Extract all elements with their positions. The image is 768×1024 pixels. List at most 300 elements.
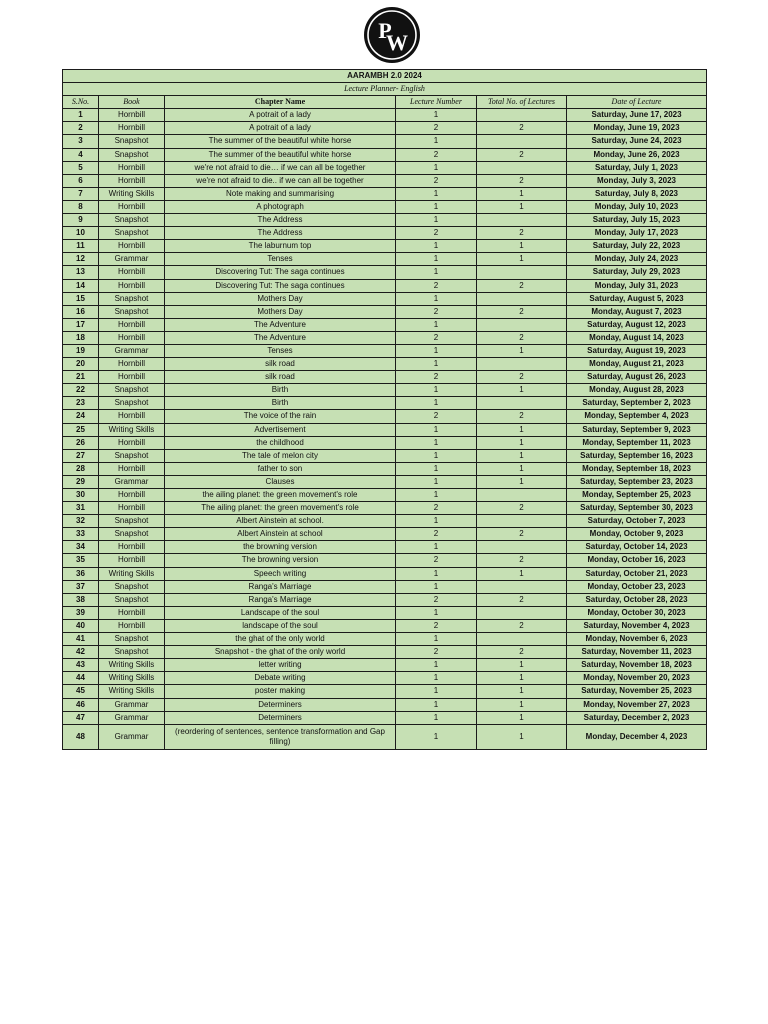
row-date: Saturday, November 11, 2023 (567, 646, 707, 659)
row-date: Saturday, October 28, 2023 (567, 593, 707, 606)
row-chapter: The browning version (165, 554, 396, 567)
row-date: Monday, August 28, 2023 (567, 384, 707, 397)
row-date: Saturday, October 7, 2023 (567, 515, 707, 528)
row-lecture-number: 1 (396, 449, 477, 462)
row-total-lectures: 1 (477, 462, 567, 475)
row-book: Grammar (99, 475, 165, 488)
row-lecture-number: 1 (396, 580, 477, 593)
row-date: Monday, October 16, 2023 (567, 554, 707, 567)
row-date: Saturday, July 22, 2023 (567, 240, 707, 253)
row-book: Snapshot (99, 646, 165, 659)
row-sno: 23 (63, 397, 99, 410)
row-chapter: the childhood (165, 436, 396, 449)
row-sno: 9 (63, 214, 99, 227)
row-chapter: The summer of the beautiful white horse (165, 135, 396, 148)
row-chapter: Mothers Day (165, 292, 396, 305)
row-date: Saturday, July 29, 2023 (567, 266, 707, 279)
table-row (63, 187, 707, 200)
table-row (63, 646, 707, 659)
row-lecture-number: 2 (396, 646, 477, 659)
row-chapter: Landscape of the soul (165, 606, 396, 619)
row-book: Snapshot (99, 528, 165, 541)
row-date: Monday, October 23, 2023 (567, 580, 707, 593)
header-total-lectures: Total No. of Lectures (477, 96, 567, 109)
planner-title: AARAMBH 2.0 2024 (63, 70, 707, 83)
row-sno: 22 (63, 384, 99, 397)
table-row (63, 515, 707, 528)
row-book: Writing Skills (99, 423, 165, 436)
row-date: Monday, August 14, 2023 (567, 331, 707, 344)
row-book: Hornbill (99, 174, 165, 187)
row-book: Snapshot (99, 148, 165, 161)
row-chapter: poster making (165, 685, 396, 698)
row-chapter: Snapshot - the ghat of the only world (165, 646, 396, 659)
row-total-lectures (477, 580, 567, 593)
row-lecture-number: 1 (396, 436, 477, 449)
row-book: Hornbill (99, 619, 165, 632)
row-book: Snapshot (99, 214, 165, 227)
row-sno: 48 (63, 724, 99, 749)
row-chapter: silk road (165, 371, 396, 384)
table-row (63, 528, 707, 541)
row-lecture-number: 1 (396, 240, 477, 253)
row-lecture-number: 1 (396, 109, 477, 122)
row-lecture-number: 1 (396, 541, 477, 554)
row-chapter: the browning version (165, 541, 396, 554)
row-chapter: The voice of the rain (165, 410, 396, 423)
row-sno: 11 (63, 240, 99, 253)
row-total-lectures (477, 397, 567, 410)
row-chapter: Note making and summarising (165, 187, 396, 200)
row-total-lectures (477, 606, 567, 619)
row-sno: 24 (63, 410, 99, 423)
row-date: Saturday, July 15, 2023 (567, 214, 707, 227)
row-total-lectures: 2 (477, 331, 567, 344)
row-total-lectures: 1 (477, 423, 567, 436)
row-book: Snapshot (99, 397, 165, 410)
row-chapter: father to son (165, 462, 396, 475)
row-sno: 12 (63, 253, 99, 266)
row-lecture-number: 1 (396, 266, 477, 279)
row-chapter: The Address (165, 214, 396, 227)
row-book: Hornbill (99, 371, 165, 384)
row-lecture-number: 2 (396, 619, 477, 632)
row-date: Monday, July 3, 2023 (567, 174, 707, 187)
row-chapter: Albert Ainstein at school. (165, 515, 396, 528)
row-chapter: (reordering of sentences, sentence transformation and Gap filling) (165, 724, 396, 749)
row-sno: 30 (63, 489, 99, 502)
table-row (63, 161, 707, 174)
table-row (63, 489, 707, 502)
row-chapter: The summer of the beautiful white horse (165, 148, 396, 161)
table-row (63, 253, 707, 266)
table-row (63, 541, 707, 554)
row-sno: 6 (63, 174, 99, 187)
row-chapter: The tale of melon city (165, 449, 396, 462)
row-sno: 3 (63, 135, 99, 148)
row-date: Saturday, July 8, 2023 (567, 187, 707, 200)
table-row (63, 371, 707, 384)
row-total-lectures: 2 (477, 593, 567, 606)
row-date: Monday, July 31, 2023 (567, 279, 707, 292)
row-date: Saturday, August 19, 2023 (567, 344, 707, 357)
row-date: Monday, September 4, 2023 (567, 410, 707, 423)
table-row (63, 698, 707, 711)
row-book: Grammar (99, 724, 165, 749)
row-total-lectures (477, 541, 567, 554)
row-total-lectures: 1 (477, 187, 567, 200)
row-total-lectures (477, 489, 567, 502)
row-lecture-number: 1 (396, 672, 477, 685)
row-total-lectures: 2 (477, 371, 567, 384)
row-lecture-number: 1 (396, 187, 477, 200)
row-chapter: The Adventure (165, 318, 396, 331)
row-book: Snapshot (99, 227, 165, 240)
row-lecture-number: 1 (396, 515, 477, 528)
row-chapter: Speech writing (165, 567, 396, 580)
row-total-lectures: 1 (477, 200, 567, 213)
table-row (63, 122, 707, 135)
row-total-lectures: 1 (477, 240, 567, 253)
row-sno: 39 (63, 606, 99, 619)
row-sno: 45 (63, 685, 99, 698)
row-lecture-number: 1 (396, 397, 477, 410)
row-total-lectures: 1 (477, 344, 567, 357)
row-book: Hornbill (99, 462, 165, 475)
row-total-lectures (477, 109, 567, 122)
table-row (63, 135, 707, 148)
row-chapter: landscape of the soul (165, 619, 396, 632)
row-chapter: Albert Ainstein at school (165, 528, 396, 541)
table-row (63, 227, 707, 240)
table-row (63, 606, 707, 619)
table-row (63, 318, 707, 331)
row-chapter: The ailing planet: the green movement's role (165, 502, 396, 515)
row-lecture-number: 1 (396, 384, 477, 397)
row-total-lectures: 1 (477, 711, 567, 724)
row-chapter: the ghat of the only world (165, 633, 396, 646)
row-date: Monday, November 20, 2023 (567, 672, 707, 685)
row-date: Saturday, September 16, 2023 (567, 449, 707, 462)
row-chapter: Advertisement (165, 423, 396, 436)
row-book: Hornbill (99, 161, 165, 174)
row-lecture-number: 1 (396, 633, 477, 646)
table-row (63, 397, 707, 410)
row-chapter: Determiners (165, 698, 396, 711)
row-chapter: Tenses (165, 253, 396, 266)
table-row (63, 279, 707, 292)
row-sno: 35 (63, 554, 99, 567)
row-total-lectures (477, 318, 567, 331)
row-book: Hornbill (99, 109, 165, 122)
table-row (63, 475, 707, 488)
row-total-lectures: 1 (477, 698, 567, 711)
row-lecture-number: 1 (396, 606, 477, 619)
row-lecture-number: 2 (396, 148, 477, 161)
row-date: Saturday, November 4, 2023 (567, 619, 707, 632)
table-row (63, 711, 707, 724)
row-lecture-number: 1 (396, 214, 477, 227)
row-lecture-number: 1 (396, 724, 477, 749)
row-lecture-number: 1 (396, 659, 477, 672)
row-book: Grammar (99, 698, 165, 711)
planner-subtitle: Lecture Planner- English (63, 83, 707, 96)
row-sno: 26 (63, 436, 99, 449)
row-date: Saturday, September 23, 2023 (567, 475, 707, 488)
row-lecture-number: 1 (396, 698, 477, 711)
row-book: Hornbill (99, 358, 165, 371)
planner-body (63, 109, 707, 749)
table-row (63, 633, 707, 646)
table-row (63, 685, 707, 698)
table-row (63, 358, 707, 371)
row-book: Hornbill (99, 200, 165, 213)
row-book: Hornbill (99, 436, 165, 449)
row-book: Grammar (99, 344, 165, 357)
row-lecture-number: 1 (396, 344, 477, 357)
row-lecture-number: 1 (396, 475, 477, 488)
table-row (63, 593, 707, 606)
row-sno: 38 (63, 593, 99, 606)
row-date: Saturday, November 18, 2023 (567, 659, 707, 672)
row-date: Monday, October 9, 2023 (567, 528, 707, 541)
table-row (63, 214, 707, 227)
row-date: Saturday, August 26, 2023 (567, 371, 707, 384)
pw-logo (363, 6, 421, 64)
row-sno: 4 (63, 148, 99, 161)
table-row (63, 724, 707, 749)
table-row (63, 502, 707, 515)
row-lecture-number: 1 (396, 318, 477, 331)
row-sno: 16 (63, 305, 99, 318)
row-chapter: Clauses (165, 475, 396, 488)
table-row (63, 672, 707, 685)
table-row (63, 462, 707, 475)
row-book: Writing Skills (99, 567, 165, 580)
row-book: Writing Skills (99, 187, 165, 200)
row-book: Hornbill (99, 122, 165, 135)
row-sno: 17 (63, 318, 99, 331)
row-date: Monday, November 27, 2023 (567, 698, 707, 711)
row-book: Snapshot (99, 580, 165, 593)
row-chapter: The Adventure (165, 331, 396, 344)
table-row (63, 567, 707, 580)
row-book: Writing Skills (99, 659, 165, 672)
row-date: Saturday, September 30, 2023 (567, 502, 707, 515)
row-sno: 28 (63, 462, 99, 475)
row-lecture-number: 1 (396, 292, 477, 305)
row-date: Monday, September 18, 2023 (567, 462, 707, 475)
row-date: Monday, July 17, 2023 (567, 227, 707, 240)
row-total-lectures (477, 266, 567, 279)
row-book: Hornbill (99, 318, 165, 331)
row-total-lectures: 2 (477, 305, 567, 318)
row-date: Saturday, September 9, 2023 (567, 423, 707, 436)
row-total-lectures: 1 (477, 253, 567, 266)
row-total-lectures (477, 214, 567, 227)
row-total-lectures: 2 (477, 227, 567, 240)
logo-letter-p: P (378, 18, 392, 43)
header-sno: S.No. (63, 96, 99, 109)
row-book: Hornbill (99, 279, 165, 292)
row-chapter: A potrait of a lady (165, 109, 396, 122)
row-sno: 36 (63, 567, 99, 580)
row-lecture-number: 1 (396, 489, 477, 502)
row-book: Hornbill (99, 554, 165, 567)
row-total-lectures: 1 (477, 672, 567, 685)
row-sno: 33 (63, 528, 99, 541)
row-book: Snapshot (99, 305, 165, 318)
row-sno: 20 (63, 358, 99, 371)
row-total-lectures: 2 (477, 554, 567, 567)
row-sno: 41 (63, 633, 99, 646)
row-total-lectures: 2 (477, 646, 567, 659)
row-total-lectures: 1 (477, 685, 567, 698)
row-book: Hornbill (99, 541, 165, 554)
row-total-lectures: 1 (477, 567, 567, 580)
row-chapter: Debate writing (165, 672, 396, 685)
row-lecture-number: 1 (396, 462, 477, 475)
row-book: Snapshot (99, 449, 165, 462)
row-date: Saturday, October 21, 2023 (567, 567, 707, 580)
row-sno: 25 (63, 423, 99, 436)
row-book: Hornbill (99, 502, 165, 515)
table-row (63, 423, 707, 436)
row-sno: 14 (63, 279, 99, 292)
row-total-lectures: 2 (477, 122, 567, 135)
row-chapter: the ailing planet: the green movement's role (165, 489, 396, 502)
row-date: Saturday, July 1, 2023 (567, 161, 707, 174)
row-date: Monday, July 24, 2023 (567, 253, 707, 266)
table-row (63, 384, 707, 397)
row-total-lectures: 1 (477, 449, 567, 462)
row-book: Hornbill (99, 410, 165, 423)
row-chapter: Birth (165, 384, 396, 397)
row-sno: 18 (63, 331, 99, 344)
row-sno: 21 (63, 371, 99, 384)
row-total-lectures: 2 (477, 502, 567, 515)
row-book: Hornbill (99, 266, 165, 279)
row-lecture-number: 1 (396, 567, 477, 580)
row-chapter: The Address (165, 227, 396, 240)
row-date: Saturday, November 25, 2023 (567, 685, 707, 698)
row-book: Writing Skills (99, 672, 165, 685)
row-total-lectures: 2 (477, 619, 567, 632)
row-date: Monday, June 19, 2023 (567, 122, 707, 135)
row-date: Saturday, August 12, 2023 (567, 318, 707, 331)
row-total-lectures: 1 (477, 384, 567, 397)
row-date: Saturday, September 2, 2023 (567, 397, 707, 410)
row-lecture-number: 1 (396, 253, 477, 266)
row-total-lectures (477, 135, 567, 148)
table-row (63, 331, 707, 344)
row-sno: 32 (63, 515, 99, 528)
row-chapter: letter writing (165, 659, 396, 672)
row-chapter: we're not afraid to die… if we can all be together (165, 161, 396, 174)
header-lecture-number: Lecture Number (396, 96, 477, 109)
table-row (63, 148, 707, 161)
row-chapter: A potrait of a lady (165, 122, 396, 135)
row-date: Monday, September 11, 2023 (567, 436, 707, 449)
table-row (63, 659, 707, 672)
row-sno: 43 (63, 659, 99, 672)
row-book: Snapshot (99, 593, 165, 606)
table-row (63, 240, 707, 253)
row-total-lectures: 1 (477, 475, 567, 488)
table-row (63, 305, 707, 318)
row-total-lectures: 2 (477, 410, 567, 423)
table-row (63, 292, 707, 305)
row-lecture-number: 2 (396, 122, 477, 135)
row-total-lectures (477, 358, 567, 371)
row-total-lectures: 2 (477, 174, 567, 187)
table-row (63, 449, 707, 462)
row-lecture-number: 2 (396, 305, 477, 318)
row-sno: 5 (63, 161, 99, 174)
table-row (63, 109, 707, 122)
row-total-lectures (477, 161, 567, 174)
row-chapter: Tenses (165, 344, 396, 357)
row-sno: 44 (63, 672, 99, 685)
row-date: Monday, July 10, 2023 (567, 200, 707, 213)
table-row (63, 554, 707, 567)
row-sno: 7 (63, 187, 99, 200)
row-lecture-number: 1 (396, 200, 477, 213)
row-sno: 37 (63, 580, 99, 593)
row-book: Snapshot (99, 135, 165, 148)
row-sno: 10 (63, 227, 99, 240)
row-sno: 13 (63, 266, 99, 279)
row-sno: 27 (63, 449, 99, 462)
row-chapter: Ranga's Marriage (165, 593, 396, 606)
row-date: Monday, September 25, 2023 (567, 489, 707, 502)
row-lecture-number: 2 (396, 410, 477, 423)
row-chapter: Mothers Day (165, 305, 396, 318)
row-book: Hornbill (99, 331, 165, 344)
row-book: Hornbill (99, 489, 165, 502)
row-sno: 46 (63, 698, 99, 711)
row-sno: 15 (63, 292, 99, 305)
table-row (63, 619, 707, 632)
row-lecture-number: 2 (396, 554, 477, 567)
table-row (63, 580, 707, 593)
row-lecture-number: 1 (396, 711, 477, 724)
row-book: Hornbill (99, 606, 165, 619)
row-total-lectures: 1 (477, 659, 567, 672)
row-total-lectures (477, 292, 567, 305)
row-book: Hornbill (99, 240, 165, 253)
row-date: Monday, November 6, 2023 (567, 633, 707, 646)
row-sno: 1 (63, 109, 99, 122)
table-row (63, 436, 707, 449)
row-chapter: Birth (165, 397, 396, 410)
row-lecture-number: 1 (396, 358, 477, 371)
row-date: Saturday, December 2, 2023 (567, 711, 707, 724)
row-total-lectures: 2 (477, 279, 567, 292)
row-sno: 2 (63, 122, 99, 135)
row-book: Grammar (99, 253, 165, 266)
row-total-lectures: 2 (477, 148, 567, 161)
row-lecture-number: 2 (396, 227, 477, 240)
row-chapter: we're not afraid to die.. if we can all be together (165, 174, 396, 187)
row-date: Saturday, October 14, 2023 (567, 541, 707, 554)
header-book: Book (99, 96, 165, 109)
row-sno: 29 (63, 475, 99, 488)
row-book: Snapshot (99, 384, 165, 397)
lecture-planner-table (62, 69, 707, 750)
row-sno: 47 (63, 711, 99, 724)
row-sno: 8 (63, 200, 99, 213)
